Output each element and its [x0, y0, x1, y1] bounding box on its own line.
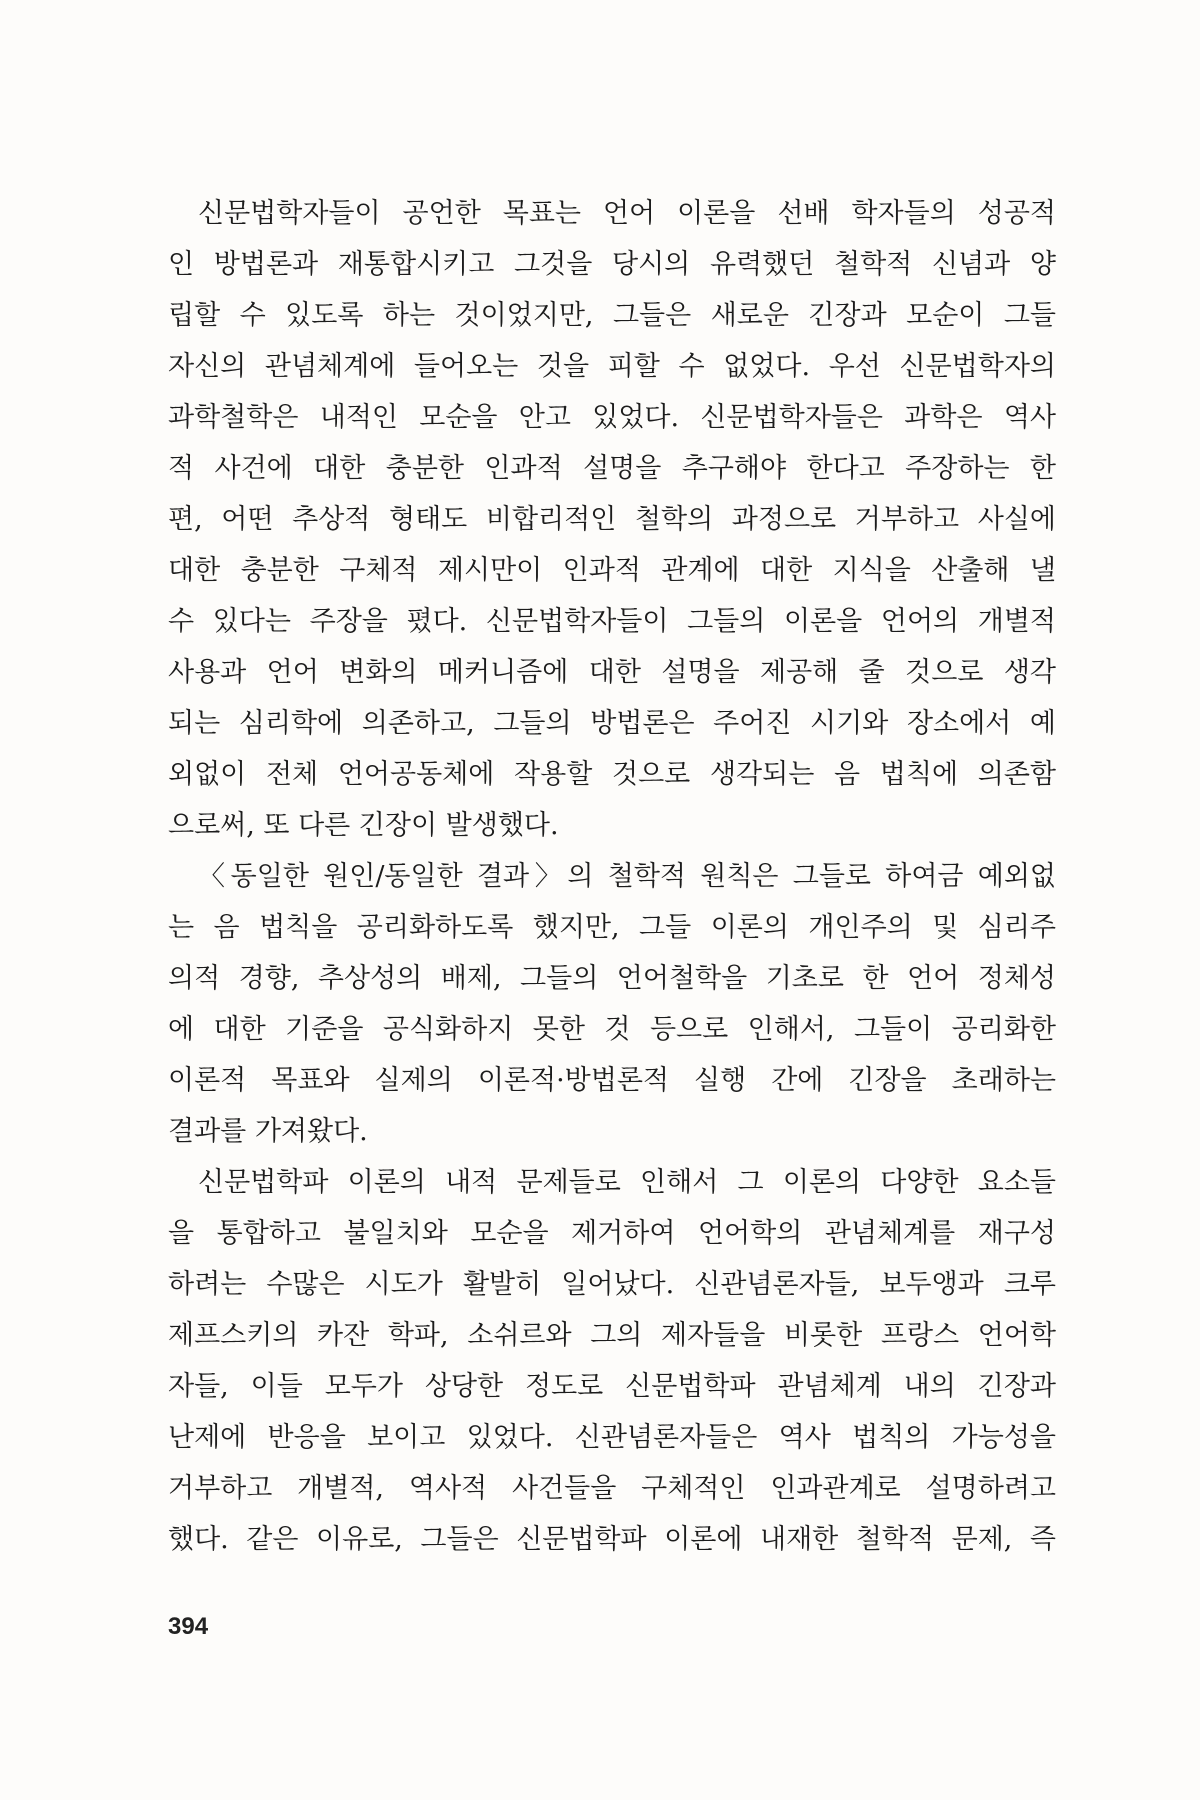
text-line: 대한 충분한 구체적 제시만이 인과적 관계에 대한 지식을 산출해 낼	[168, 555, 1056, 586]
text-line: 외없이 전체 언어공동체에 작용할 것으로 생각되는 음 법칙에 의존함	[168, 759, 1056, 790]
text-line: 에 대한 기준을 공식화하지 못한 것 등으로 인해서, 그들이 공리화한	[168, 1014, 1056, 1045]
text-line: 사용과 언어 변화의 메커니즘에 대한 설명을 제공해 줄 것으로 생각	[168, 657, 1056, 688]
text-line: 수 있다는 주장을 폈다. 신문법학자들이 그들의 이론을 언어의 개별적	[168, 606, 1056, 637]
text-line: 했다. 같은 이유로, 그들은 신문법학파 이론에 내재한 철학적 문제, 즉	[168, 1524, 1056, 1555]
text-line: 이론적 목표와 실제의 이론적·방법론적 실행 간에 긴장을 초래하는	[168, 1065, 1056, 1096]
text-line: 신문법학파 이론의 내적 문제들로 인해서 그 이론의 다양한 요소들	[198, 1167, 1056, 1198]
body-text	[168, 188, 1056, 1565]
text-line: 거부하고 개별적, 역사적 사건들을 구체적인 인과관계로 설명하려고	[168, 1473, 1056, 1504]
text-line: 을 통합하고 불일치와 모순을 제거하여 언어학의 관념체계를 재구성	[168, 1218, 1056, 1249]
page-number: 394	[168, 1613, 209, 1640]
text-line: 편, 어떤 추상적 형태도 비합리적인 철학의 과정으로 거부하고 사실에	[168, 504, 1056, 535]
text-line: 결과를 가져왔다.	[168, 1116, 368, 1147]
text-line: 인 방법론과 재통합시키고 그것을 당시의 유력했던 철학적 신념과 양	[168, 249, 1056, 280]
text-line: 자들, 이들 모두가 상당한 정도로 신문법학파 관념체계 내의 긴장과	[168, 1371, 1056, 1402]
text-line: 난제에 반응을 보이고 있었다. 신관념론자들은 역사 법칙의 가능성을	[168, 1422, 1056, 1453]
text-line: 신문법학자들이 공언한 목표는 언어 이론을 선배 학자들의 성공적	[198, 198, 1056, 229]
paragraph-1	[168, 188, 1056, 851]
text-line: 되는 심리학에 의존하고, 그들의 방법론은 주어진 시기와 장소에서 예	[168, 708, 1056, 739]
text-line: 적 사건에 대한 충분한 인과적 설명을 추구해야 한다고 주장하는 한	[168, 453, 1056, 484]
text-line: 는 음 법칙을 공리화하도록 했지만, 그들 이론의 개인주의 및 심리주	[168, 912, 1056, 943]
text-line: 으로써, 또 다른 긴장이 발생했다.	[168, 810, 559, 841]
text-line: 립할 수 있도록 하는 것이었지만, 그들은 새로운 긴장과 모순이 그들	[168, 300, 1056, 331]
text-line: 과학철학은 내적인 모순을 안고 있었다. 신문법학자들은 과학은 역사	[168, 402, 1056, 433]
paragraph-3	[168, 1157, 1056, 1565]
text-line: 의적 경향, 추상성의 배제, 그들의 언어철학을 기초로 한 언어 정체성	[168, 963, 1056, 994]
text-line: 하려는 수많은 시도가 활발히 일어났다. 신관념론자들, 보두앵과 크루	[168, 1269, 1056, 1300]
text-line: 제프스키의 카잔 학파, 소쉬르와 그의 제자들을 비롯한 프랑스 언어학	[168, 1320, 1056, 1351]
paragraph-2	[168, 851, 1056, 1157]
text-line: 자신의 관념체계에 들어오는 것을 피할 수 없었다. 우선 신문법학자의	[168, 351, 1056, 382]
text-line: 〈동일한 원인/동일한 결과〉의 철학적 원칙은 그들로 하여금 예외없	[198, 861, 1056, 892]
